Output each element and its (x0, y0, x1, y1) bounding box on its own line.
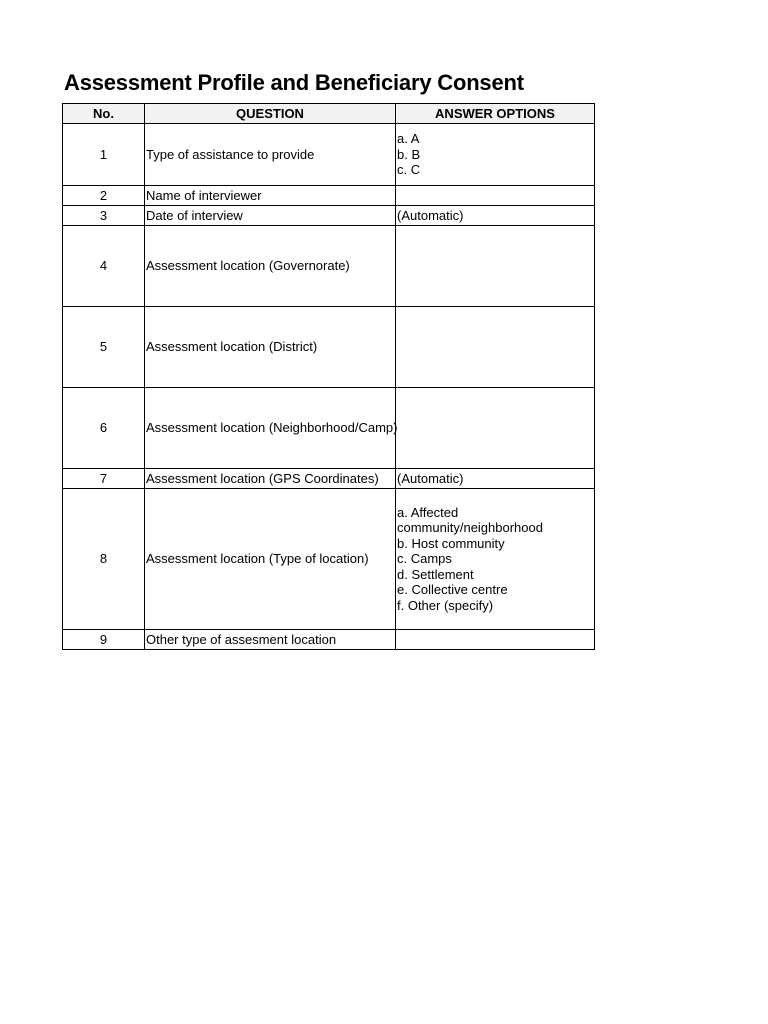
row-question: Assessment location (Type of location) (145, 489, 396, 630)
answer-option: b. B (397, 146, 421, 162)
answer-option: e. Collective centre (397, 582, 508, 598)
row-number: 4 (63, 226, 145, 307)
row-answer-options (396, 206, 595, 226)
row-answer-options (396, 124, 595, 186)
table-row (63, 206, 595, 226)
answer-option: community/neighborhood (397, 520, 543, 536)
answer-option: (Automatic) (397, 207, 464, 223)
row-question: Name of interviewer (145, 186, 396, 206)
row-number: 8 (63, 489, 145, 630)
questions-table (62, 103, 595, 650)
row-answer-options (396, 388, 595, 469)
table-row (63, 186, 595, 206)
table-header-row (63, 104, 595, 124)
row-answer-options (396, 307, 595, 388)
answer-option: c. C (397, 162, 421, 178)
answer-option: (Automatic) (397, 470, 464, 486)
row-number: 9 (63, 630, 145, 650)
table-row (63, 469, 595, 489)
row-question: Assessment location (District) (145, 307, 396, 388)
table-row (63, 630, 595, 650)
table-row (63, 388, 595, 469)
row-question: Assessment location (Neighborhood/Camp) (145, 388, 396, 469)
answer-option: a. Affected (397, 504, 459, 520)
row-answer-options (396, 186, 595, 206)
row-answer-options (396, 226, 595, 307)
row-number: 3 (63, 206, 145, 226)
row-answer-options (396, 489, 595, 630)
answer-option: f. Other (specify) (397, 597, 494, 613)
row-number: 1 (63, 124, 145, 186)
row-question: Assessment location (GPS Coordinates) (145, 469, 396, 489)
row-question: Type of assistance to provide (145, 124, 396, 186)
answer-option: b. Host community (397, 535, 505, 551)
row-answer-options (396, 630, 595, 650)
row-number: 6 (63, 388, 145, 469)
answer-option: c. Camps (397, 551, 452, 567)
row-question: Date of interview (145, 206, 396, 226)
header-question: QUESTION (145, 104, 396, 124)
row-question: Assessment location (Governorate) (145, 226, 396, 307)
table-row (63, 226, 595, 307)
row-number: 2 (63, 186, 145, 206)
header-no: No. (63, 104, 145, 124)
row-number: 7 (63, 469, 145, 489)
page-title: Assessment Profile and Beneficiary Consent (64, 70, 524, 95)
table-row (63, 307, 595, 388)
header-answer-options: ANSWER OPTIONS (396, 104, 595, 124)
answer-option: a. A (397, 131, 420, 147)
table-row (63, 489, 595, 630)
table-row (63, 124, 595, 186)
row-number: 5 (63, 307, 145, 388)
row-answer-options (396, 469, 595, 489)
row-question: Other type of assesment location (145, 630, 396, 650)
answer-option: d. Settlement (397, 566, 474, 582)
